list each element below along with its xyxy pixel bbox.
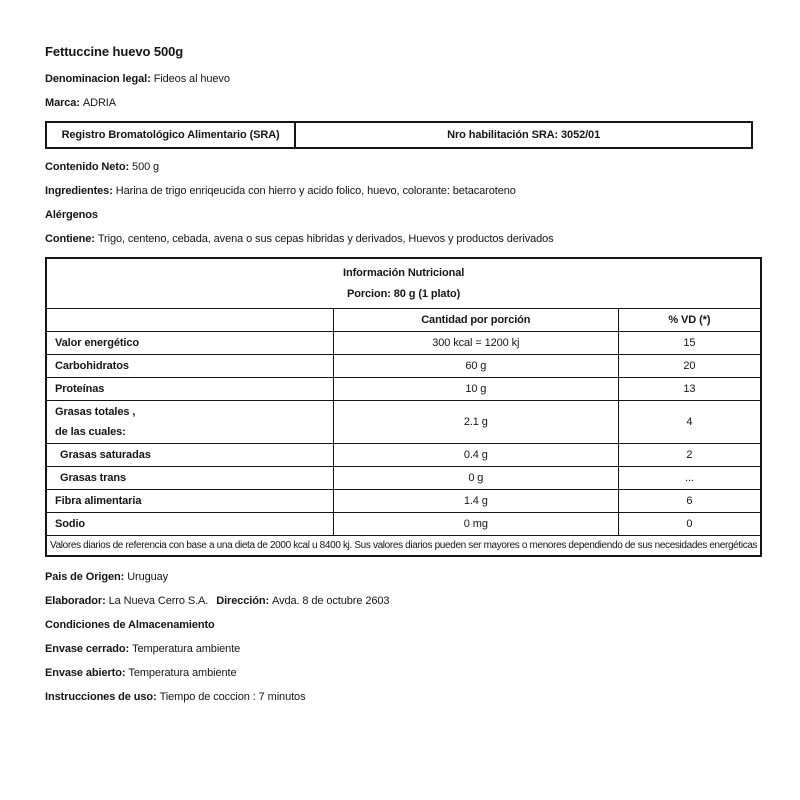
nutrient-vd: 6 bbox=[618, 490, 761, 513]
nutrient-vd: 2 bbox=[618, 444, 761, 467]
nutrition-title: Información Nutricional bbox=[343, 267, 465, 279]
field-elaborador bbox=[45, 595, 753, 608]
table-row bbox=[46, 444, 761, 467]
nutrient-name: Sodio bbox=[46, 513, 334, 536]
nutrition-footnote: Valores diarios de referencia con base a una dieta de 2000 kcal u 8400 kj. Sus valores diarios pueden ser mayores o menores dependiendo de sus necesidades energéticas bbox=[46, 536, 761, 557]
field-label: Contenido Neto: bbox=[45, 161, 130, 173]
field-label: Instrucciones de uso: bbox=[45, 691, 157, 703]
field-label: Envase cerrado: bbox=[45, 643, 130, 655]
table-row bbox=[46, 513, 761, 536]
field-value: Avda. 8 de octubre 2603 bbox=[272, 595, 390, 607]
nutrition-table bbox=[45, 257, 762, 557]
field-value: Uruguay bbox=[127, 571, 169, 583]
nutrient-name: Fibra alimentaria bbox=[46, 490, 334, 513]
nutrient-name: Proteínas bbox=[46, 378, 334, 401]
nutrient-qty: 2.1 g bbox=[334, 401, 619, 444]
product-spec-sheet bbox=[45, 44, 758, 715]
table-row bbox=[46, 332, 761, 355]
field-ingredientes bbox=[45, 185, 753, 198]
nutrient-vd: 0 bbox=[618, 513, 761, 536]
field-value: Trigo, centeno, cebada, avena o sus cepas hibridas y derivados, Huevos y productos derivados bbox=[97, 233, 554, 245]
field-value: Fideos al huevo bbox=[153, 73, 230, 85]
table-row bbox=[46, 122, 752, 148]
nutrient-vd: 13 bbox=[618, 378, 761, 401]
field-contiene bbox=[45, 233, 753, 246]
field-pais-origen bbox=[45, 571, 753, 584]
field-label: Envase abierto: bbox=[45, 667, 126, 679]
nutrient-vd: 15 bbox=[618, 332, 761, 355]
nutrition-title-cell bbox=[46, 258, 761, 309]
registro-table bbox=[45, 121, 753, 149]
table-row bbox=[46, 467, 761, 490]
field-label: Contiene: bbox=[45, 233, 95, 245]
nutrient-name: Grasas saturadas bbox=[46, 444, 334, 467]
page-title: Fettuccine huevo 500g bbox=[45, 44, 184, 59]
field-alergenos-heading bbox=[45, 209, 753, 222]
nutrient-vd: 20 bbox=[618, 355, 761, 378]
nutrient-qty: 0.4 g bbox=[334, 444, 619, 467]
nutrient-qty: 0 g bbox=[334, 467, 619, 490]
field-value: Harina de trigo enriqeucida con hierro y acido folico, huevo, colorante: betacaroteno bbox=[115, 185, 516, 197]
nutrition-portion: Porcion: 80 g (1 plato) bbox=[346, 288, 461, 300]
field-instrucciones-uso bbox=[45, 691, 753, 704]
field-label: Alérgenos bbox=[45, 209, 98, 221]
field-value: La Nueva Cerro S.A. bbox=[108, 595, 209, 607]
nutrient-qty: 1.4 g bbox=[334, 490, 619, 513]
field-label: Condiciones de Almacenamiento bbox=[45, 619, 215, 631]
nutrient-vd: ... bbox=[618, 467, 761, 490]
nutrient-qty: 300 kcal = 1200 kj bbox=[334, 332, 619, 355]
header-empty-cell bbox=[46, 309, 334, 332]
field-label: Dirección: bbox=[216, 595, 270, 607]
field-label: Denominacion legal: bbox=[45, 73, 151, 85]
nutrient-qty: 0 mg bbox=[334, 513, 619, 536]
field-label: Elaborador: bbox=[45, 595, 106, 607]
field-value: Tiempo de coccion : 7 minutos bbox=[159, 691, 306, 703]
nutrient-name-line2: de las cuales: bbox=[55, 426, 126, 438]
table-row bbox=[46, 401, 761, 444]
field-denominacion-legal bbox=[45, 73, 753, 86]
nutrition-footnote-row bbox=[46, 536, 761, 557]
nutrient-qty: 60 g bbox=[334, 355, 619, 378]
table-row bbox=[46, 490, 761, 513]
header-qty-cell: Cantidad por porción bbox=[334, 309, 619, 332]
nutrient-name: Grasas trans bbox=[46, 467, 334, 490]
nutrient-name-line1: Grasas totales , bbox=[55, 406, 136, 418]
registro-name-cell: Registro Bromatológico Alimentario (SRA) bbox=[46, 122, 295, 148]
nutrient-qty: 10 g bbox=[334, 378, 619, 401]
field-envase-abierto bbox=[45, 667, 753, 680]
header-vd-cell: % VD (*) bbox=[618, 309, 761, 332]
nutrient-name: Carbohidratos bbox=[46, 355, 334, 378]
nutrient-name bbox=[46, 401, 334, 444]
field-contenido-neto bbox=[45, 161, 753, 174]
field-value: Temperatura ambiente bbox=[132, 643, 241, 655]
field-label: Marca: bbox=[45, 97, 80, 109]
field-value: ADRIA bbox=[82, 97, 116, 109]
registro-number-cell: Nro habilitación SRA: 3052/01 bbox=[295, 122, 752, 148]
nutrition-title-row bbox=[46, 258, 761, 309]
field-label: Ingredientes: bbox=[45, 185, 113, 197]
nutrient-vd: 4 bbox=[618, 401, 761, 444]
field-label: Pais de Origen: bbox=[45, 571, 125, 583]
nutrient-name: Valor energético bbox=[46, 332, 334, 355]
nutrition-header-row bbox=[46, 309, 761, 332]
field-condiciones-heading bbox=[45, 619, 753, 632]
field-value: 500 g bbox=[132, 161, 160, 173]
field-marca bbox=[45, 97, 753, 110]
table-row bbox=[46, 355, 761, 378]
field-value: Temperatura ambiente bbox=[128, 667, 237, 679]
table-row bbox=[46, 378, 761, 401]
field-envase-cerrado bbox=[45, 643, 753, 656]
